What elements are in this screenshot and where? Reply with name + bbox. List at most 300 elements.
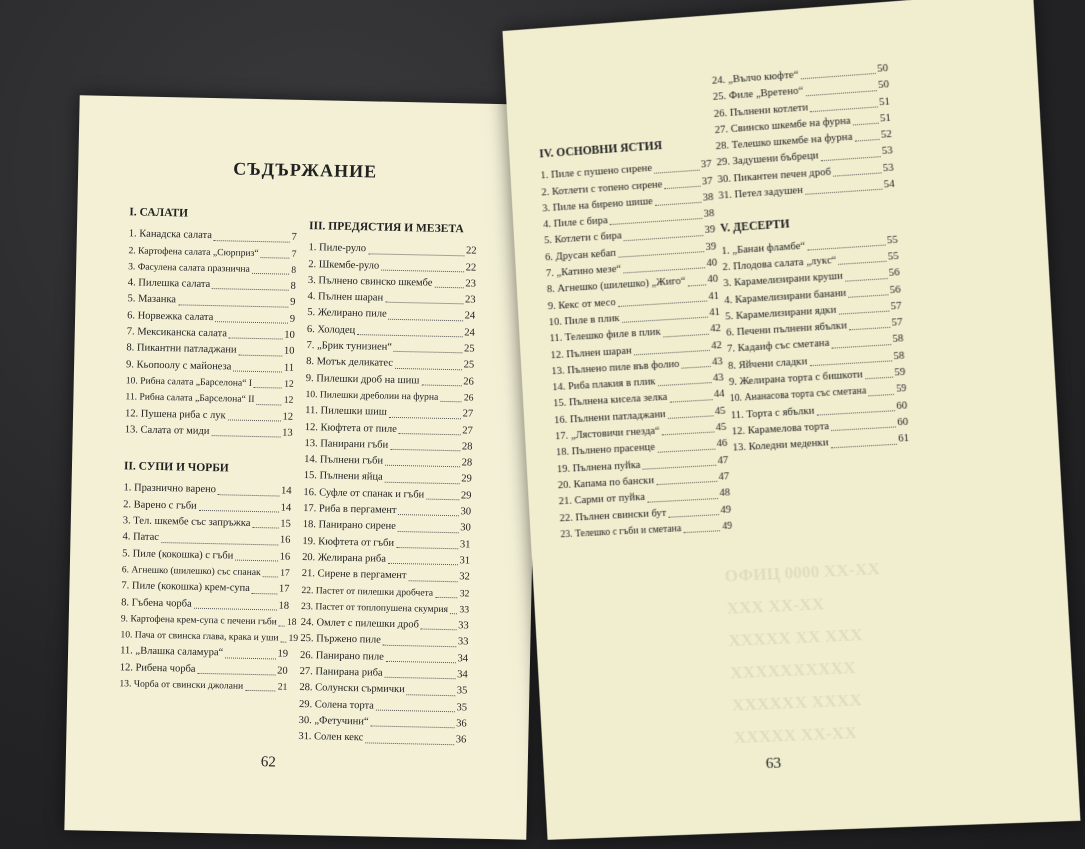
dot-leader xyxy=(252,527,278,529)
entry-title: 3. Карамелизирани круши xyxy=(723,270,844,290)
entry-title: 6. Агнешко (шилешко) със спанак xyxy=(121,564,261,579)
entry-title: 8. Пикантни патладжани xyxy=(126,342,237,356)
dot-leader xyxy=(385,465,460,468)
entry-page: 44 xyxy=(713,388,725,401)
dot-leader xyxy=(688,284,706,286)
entry-page: 19 xyxy=(277,648,289,661)
entry-page: 37 xyxy=(700,158,712,171)
section-heading: IV. ОСНОВНИ ЯСТИЯ xyxy=(539,139,663,161)
toc-section xyxy=(539,135,733,544)
dot-leader xyxy=(848,294,888,297)
dot-leader xyxy=(670,399,713,402)
dot-leader xyxy=(658,383,711,387)
entry-title: 12. Кюфтета от пиле xyxy=(304,421,398,435)
entry-title: 13. Салата от миди xyxy=(124,424,210,437)
entry-title: 1. Празнично варено xyxy=(123,482,217,496)
toc-entry xyxy=(119,676,287,696)
entry-page: 38 xyxy=(702,191,714,204)
entry-page: 54 xyxy=(883,178,895,191)
entry-page: 40 xyxy=(707,273,719,286)
entry-page: 22 xyxy=(465,261,477,274)
entry-page: 43 xyxy=(711,356,724,368)
dot-leader xyxy=(245,690,276,692)
entry-page: 59 xyxy=(894,366,906,379)
entry-title: 9. Кекс от месо xyxy=(547,296,616,313)
entry-title: 20. Желирана риба xyxy=(302,551,387,565)
dot-leader xyxy=(385,302,463,305)
entry-title: 4. Пиле с бира xyxy=(542,215,609,231)
dot-leader xyxy=(280,642,286,643)
entry-title: 19. Кюфтета от гъби xyxy=(302,535,395,549)
dot-leader xyxy=(833,173,881,177)
dot-leader xyxy=(399,433,460,435)
entry-page: 8 xyxy=(290,280,296,292)
dot-leader xyxy=(279,626,285,627)
entry-title: 13. Пълнено пиле във фолио xyxy=(551,358,680,378)
dot-leader xyxy=(254,387,282,389)
dot-leader xyxy=(435,597,458,598)
entry-title: 8. Агнешко (шилешко) „Жиго“ xyxy=(546,275,686,296)
entry-title: 16. Пълнени патладжани xyxy=(553,408,666,427)
entry-title: 21. Сарми от пуйка xyxy=(558,492,646,508)
dot-leader xyxy=(357,334,462,337)
entry-title: 13. Коледни меденки xyxy=(732,437,829,454)
dot-leader xyxy=(663,333,709,337)
entry-page: 12 xyxy=(283,394,294,407)
entry-title: 7. „Катино мезе“ xyxy=(545,263,622,280)
entry-title: 7. Пиле (кокошка) крем-супа xyxy=(121,580,250,595)
dot-leader xyxy=(426,499,459,501)
entry-page: 48 xyxy=(719,487,731,500)
entry-page: 19 xyxy=(288,632,299,645)
entry-page: 42 xyxy=(710,339,723,352)
entry-page: 27 xyxy=(462,424,473,437)
entry-page: 59 xyxy=(896,383,907,396)
toc-column-2 xyxy=(298,218,477,749)
entry-title: 12. Пълнен шаран xyxy=(550,345,632,361)
entry-page: 29 xyxy=(460,490,472,502)
entry-title: 22. Пълнен свински бут xyxy=(559,507,667,524)
right-page xyxy=(502,0,1080,840)
entry-title: 14. Пълнени гъби xyxy=(304,454,384,467)
entry-page: 33 xyxy=(459,604,470,616)
dot-leader xyxy=(832,344,891,349)
entry-title: 10. Рибна салата „Барселона“ I xyxy=(125,375,253,389)
entry-title: 4. Карамелизирани банани xyxy=(724,287,847,307)
entry-title: 31. Солен кекс xyxy=(298,731,364,744)
dot-leader xyxy=(394,351,462,353)
entry-page: 36 xyxy=(456,718,467,730)
dot-leader xyxy=(261,257,290,259)
entry-title: 10. Пиле в плик xyxy=(548,312,620,329)
entry-title: 30. „Фетучини“ xyxy=(298,714,369,728)
entry-title: 27. Свинско шкембе на фурна xyxy=(714,115,851,137)
entry-page: 52 xyxy=(880,129,893,142)
entry-page: 45 xyxy=(714,405,726,418)
entry-page: 26 xyxy=(463,376,474,388)
entry-title: 6. Холодец xyxy=(306,323,356,336)
dot-leader xyxy=(839,261,886,265)
entry-title: 8. Яйчени сладки xyxy=(727,355,808,372)
dot-leader xyxy=(654,169,699,173)
dot-leader xyxy=(868,394,894,397)
entry-page: 39 xyxy=(704,224,716,237)
entry-page: 17 xyxy=(278,583,290,595)
entry-page: 24 xyxy=(464,327,475,339)
entry-page: 40 xyxy=(706,257,718,270)
dot-leader xyxy=(214,240,290,243)
entry-page: 8 xyxy=(291,264,297,276)
entry-title: 29. Задушени бъбреци xyxy=(716,150,819,169)
entry-page: 57 xyxy=(890,300,902,313)
entry-title: 11. Телешко филе в плик xyxy=(549,326,661,345)
entry-page: 12 xyxy=(282,411,294,423)
entry-page: 36 xyxy=(455,734,467,746)
dot-leader xyxy=(390,449,460,451)
entry-title: 19. Пълнена пуйка xyxy=(556,459,641,475)
toc-section xyxy=(119,458,299,696)
dot-leader xyxy=(831,443,897,448)
dot-leader xyxy=(178,304,288,307)
entry-page: 51 xyxy=(879,112,892,125)
section-heading: V. ДЕСЕРТИ xyxy=(720,218,790,236)
dot-leader xyxy=(669,514,719,518)
entry-title: 11. Торта с ябълки xyxy=(730,405,815,422)
entry-page: 56 xyxy=(888,267,900,280)
entry-page: 61 xyxy=(897,433,910,445)
entry-page: 22 xyxy=(465,245,477,257)
entry-page: 47 xyxy=(718,471,730,483)
entry-page: 35 xyxy=(456,701,468,714)
dot-leader xyxy=(440,401,462,402)
entry-page: 38 xyxy=(703,208,715,221)
entry-page: 23 xyxy=(464,294,476,306)
dot-leader xyxy=(218,494,279,496)
dot-leader xyxy=(225,657,275,659)
entry-title: 10. Пилешки дреболии на фурна xyxy=(305,389,439,403)
toc-entry xyxy=(298,729,466,749)
dot-leader xyxy=(398,531,458,533)
entry-title: 13. Чорба от свински джолани xyxy=(119,678,244,692)
dot-leader xyxy=(238,354,281,356)
entry-title: 5. Карамелизирани ядки xyxy=(724,304,837,323)
dot-leader xyxy=(389,319,463,322)
entry-title: 4. Пилешка салата xyxy=(127,277,211,291)
entry-page: 14 xyxy=(280,502,292,514)
dot-leader xyxy=(233,370,282,372)
entry-title: 18. Панирано сирене xyxy=(302,519,397,533)
dot-leader xyxy=(849,327,890,330)
dot-leader xyxy=(682,366,711,369)
dot-leader xyxy=(407,694,455,696)
entry-title: 7. „Брик тунизиен“ xyxy=(306,340,393,353)
entry-title: 3. Пълнено свинско шкембе xyxy=(307,274,433,289)
entry-page: 55 xyxy=(887,250,900,263)
entry-page: 15 xyxy=(280,518,291,530)
contents-title: СЪДЪРЖАНИЕ xyxy=(233,158,378,182)
dot-leader xyxy=(381,269,464,272)
dot-leader xyxy=(386,661,456,663)
entry-page: 34 xyxy=(457,652,469,665)
dot-leader xyxy=(657,448,715,452)
dot-leader xyxy=(656,481,717,485)
entry-page: 10 xyxy=(283,345,295,358)
entry-title: 28. Телешко шкембе на фурна xyxy=(715,131,853,153)
entry-title: 2. Плодова салата „лукс“ xyxy=(722,254,837,274)
entry-page: 58 xyxy=(893,350,905,363)
entry-title: 10. Пача от свинска глава, крака и уши xyxy=(120,629,279,644)
entry-page: 53 xyxy=(882,162,895,175)
entry-title: 17. „Лястовичи гнезда“ xyxy=(554,425,661,443)
entry-title: 5. Пиле (кокошка) с гъби xyxy=(122,547,234,562)
entry-title: 14. Риба плакия в плик xyxy=(552,376,656,394)
dot-leader xyxy=(370,726,454,729)
dot-leader xyxy=(647,498,718,503)
entry-page: 7 xyxy=(291,232,297,244)
entry-page: 55 xyxy=(886,234,899,247)
dot-leader xyxy=(805,189,882,195)
entry-page: 16 xyxy=(279,551,291,563)
entry-title: 9. Кьопоолу с майонеза xyxy=(126,358,232,373)
entry-title: 30. Пикантен печен дроб xyxy=(717,166,832,186)
dot-leader xyxy=(389,416,461,419)
entry-page: 57 xyxy=(891,317,903,329)
dot-leader xyxy=(365,742,453,745)
entry-title: 2. Котлети с топено сирене xyxy=(541,178,663,199)
entry-page: 31 xyxy=(459,555,471,567)
entry-page: 17 xyxy=(280,567,290,579)
entry-page: 46 xyxy=(716,438,728,450)
entry-title: 11. Пилешки шиш xyxy=(305,405,387,419)
entry-page: 30 xyxy=(460,522,471,534)
entry-page: 18 xyxy=(278,600,290,612)
entry-page: 11 xyxy=(283,362,295,374)
entry-title: 8. Гъбена чорба xyxy=(121,596,192,610)
dot-leader xyxy=(211,435,280,437)
entry-page: 60 xyxy=(896,399,908,412)
toc-column-1 xyxy=(119,204,297,696)
page-number: 63 xyxy=(765,755,782,773)
entry-title: 1. Пиле с пушено сирене xyxy=(540,163,653,182)
entry-title: 2. Картофена салата „Сюрприз“ xyxy=(128,244,259,259)
entry-title: 4. Патас xyxy=(122,531,160,544)
entry-title: 23. Телешко с гъби и сметана xyxy=(560,522,682,541)
entry-page: 18 xyxy=(286,616,297,628)
entry-title: 3. Тел. шкембе със запръжка xyxy=(122,515,251,529)
entry-page: 42 xyxy=(709,323,722,335)
dot-leader xyxy=(398,514,458,516)
entry-page: 30 xyxy=(460,506,472,518)
entry-title: 12. Карамелова торта xyxy=(731,420,830,438)
entry-page: 33 xyxy=(457,636,469,648)
dot-leader xyxy=(662,432,714,436)
entry-title: 18. Пълнено прасенце xyxy=(555,442,656,459)
entry-page: 12 xyxy=(284,378,294,390)
entry-title: 6. Норвежка салата xyxy=(127,310,214,323)
entry-title: 12. Рибена чорба xyxy=(119,661,196,675)
entry-page: 14 xyxy=(280,485,292,498)
entry-title: 11. Рибна салата „Барселона“ II xyxy=(125,391,255,406)
dot-leader xyxy=(385,677,456,679)
entry-title: 3. Пиле на бирено шише xyxy=(542,195,654,215)
toc-section xyxy=(720,210,910,458)
dot-leader xyxy=(838,311,888,315)
dot-leader xyxy=(161,542,278,545)
entry-title: 7. Мексиканска салата xyxy=(126,326,228,340)
entry-page: 26 xyxy=(463,392,474,404)
entry-page: 9 xyxy=(290,297,296,309)
entry-page: 45 xyxy=(715,421,727,434)
dot-leader xyxy=(256,404,281,406)
dot-leader xyxy=(229,338,282,340)
toc-section xyxy=(298,218,477,749)
entry-page: 51 xyxy=(878,95,891,108)
dot-leader xyxy=(408,580,457,582)
dot-leader xyxy=(395,368,462,370)
entry-title: 12. Пушена риба с лук xyxy=(124,407,226,421)
entry-title: 9. Картофена крем-супа с печени гъби xyxy=(120,613,277,628)
entry-page: 34 xyxy=(457,669,468,681)
dot-leader xyxy=(855,139,879,142)
entry-page: 27 xyxy=(462,408,474,420)
dot-leader xyxy=(197,673,275,676)
entry-page: 37 xyxy=(701,175,713,188)
entry-title: 20. Капама по бански xyxy=(557,475,655,492)
entry-page: 25 xyxy=(463,359,475,371)
entry-title: 15. Пълнена кисела зелка xyxy=(552,392,668,410)
entry-page: 13 xyxy=(282,427,293,439)
entry-title: 8. Мотък деликатес xyxy=(306,356,394,370)
entry-title: 21. Сирене в пергамент xyxy=(301,568,407,582)
dot-leader xyxy=(643,465,716,470)
entry-page: 7 xyxy=(291,248,297,260)
entry-page: 25 xyxy=(463,343,475,355)
entry-page: 49 xyxy=(721,520,733,532)
entry-title: 5. Желирано пиле xyxy=(307,307,387,321)
entry-page: 32 xyxy=(459,571,470,583)
entry-title: 29. Солена торта xyxy=(298,698,375,712)
entry-title: 15. Пълнени яйца xyxy=(303,470,383,484)
dot-leader xyxy=(215,321,288,324)
entry-page: 23 xyxy=(465,278,476,290)
section-heading: II. СУПИ И ЧОРБИ xyxy=(123,460,229,475)
dot-leader xyxy=(683,530,720,533)
dot-leader xyxy=(235,560,277,562)
entry-page: 31 xyxy=(459,538,471,551)
entry-page: 58 xyxy=(892,333,904,346)
dot-leader xyxy=(385,481,460,484)
dot-leader xyxy=(228,419,281,421)
entry-title: 1. Пиле-руло xyxy=(308,242,367,255)
entry-title: 17. Риба в пергамент xyxy=(303,503,397,517)
dot-leader xyxy=(665,186,701,189)
section-heading: I. САЛАТИ xyxy=(129,206,189,220)
entry-title: 7. Кадаиф със сметана xyxy=(726,338,830,356)
entry-page: 21 xyxy=(277,681,288,693)
entry-page: 41 xyxy=(708,290,720,303)
toc-column-3 xyxy=(539,135,733,544)
entry-title: 23. Пастет от топлопушена скумрия xyxy=(300,600,449,615)
entry-page: 33 xyxy=(458,620,469,632)
entry-page: 28 xyxy=(461,441,473,453)
entry-title: 11. „Влашка саламура“ xyxy=(119,645,224,659)
entry-title: 9. Пилешки дроб на шиш xyxy=(305,372,420,387)
dot-leader xyxy=(252,273,289,275)
entry-title: 4. Пълнен шаран xyxy=(307,291,384,304)
dot-leader xyxy=(421,384,461,386)
dot-leader xyxy=(368,253,464,256)
toc-entry xyxy=(125,422,293,442)
entry-page: 20 xyxy=(277,665,288,677)
dot-leader xyxy=(396,547,458,549)
entry-title: 9. Желирана торта с бишкоти xyxy=(728,369,864,389)
entry-page: 28 xyxy=(461,457,473,469)
entry-page: 29 xyxy=(461,473,472,485)
entry-title: 31. Петел задушен xyxy=(718,184,804,202)
dot-leader xyxy=(194,608,277,611)
entry-title: 13. Панирани гъби xyxy=(304,437,389,451)
entry-page: 56 xyxy=(889,283,901,296)
dot-leader xyxy=(450,613,457,614)
entry-title: 25. Пържено пиле xyxy=(300,633,381,647)
entry-page: 10 xyxy=(284,329,295,341)
dot-leader xyxy=(821,156,880,161)
dot-leader xyxy=(263,576,279,577)
dot-leader xyxy=(252,592,277,594)
entry-page: 60 xyxy=(896,416,909,429)
section-heading: III. ПРЕДЯСТИЯ И МЕЗЕТА xyxy=(308,220,464,236)
dot-leader xyxy=(845,278,887,282)
dot-leader xyxy=(199,510,279,513)
dot-leader xyxy=(434,287,463,289)
entry-title: 6. Друсан кебап xyxy=(544,247,617,264)
entry-page: 47 xyxy=(717,454,729,467)
entry-page: 43 xyxy=(712,372,724,385)
entry-page: 35 xyxy=(456,685,468,697)
entry-title: 28. Солунски сърмички xyxy=(299,682,405,696)
entry-page: 53 xyxy=(881,145,894,158)
entry-title: 25. Филе „Вретено“ xyxy=(712,85,804,104)
entry-page: 32 xyxy=(459,587,470,600)
entry-title: 2. Шкембе-руло xyxy=(308,258,380,272)
left-page xyxy=(64,95,541,840)
entry-title: 24. Омлет с пилешки дроб xyxy=(300,617,419,631)
entry-title: 1. Канадска салата xyxy=(128,228,213,242)
entry-page: 41 xyxy=(708,306,721,319)
entry-page: 39 xyxy=(705,241,717,253)
entry-title: 26. Пълнени котлети xyxy=(713,101,809,120)
entry-page: 50 xyxy=(876,62,889,75)
entry-title: 24. „Вълчо кюфте“ xyxy=(711,69,799,87)
toc-section xyxy=(125,204,298,442)
dot-leader xyxy=(383,644,456,647)
dot-leader xyxy=(655,202,701,206)
entry-title: 26. Панирано пиле xyxy=(299,649,384,663)
entry-title: 16. Суфле от спанак и гъби xyxy=(303,486,425,501)
entry-page: 49 xyxy=(720,503,732,516)
dot-leader xyxy=(817,410,895,415)
dot-leader xyxy=(865,377,893,380)
dot-leader xyxy=(421,629,456,631)
dot-leader xyxy=(376,709,455,712)
dot-leader xyxy=(212,289,288,292)
bleed-through-text: ОФИЦ 0000 ХХ-ХХ ХХХ ХХ-ХХ ХХХХХ ХХ ХХХ ХХХХХХХХХХ ХХХХХХ ХХХХ ХХХХХ ХХ-ХХ xyxy=(724,558,881,748)
entry-title: 22. Пастет от пилешки дробчета xyxy=(301,584,434,599)
dot-leader xyxy=(668,415,713,419)
entry-title: 5. Мазанка xyxy=(127,293,177,306)
entry-title: 2. Варено с гъби xyxy=(123,498,197,512)
entry-title: 10. Ананасова торта със сметана xyxy=(729,385,867,405)
